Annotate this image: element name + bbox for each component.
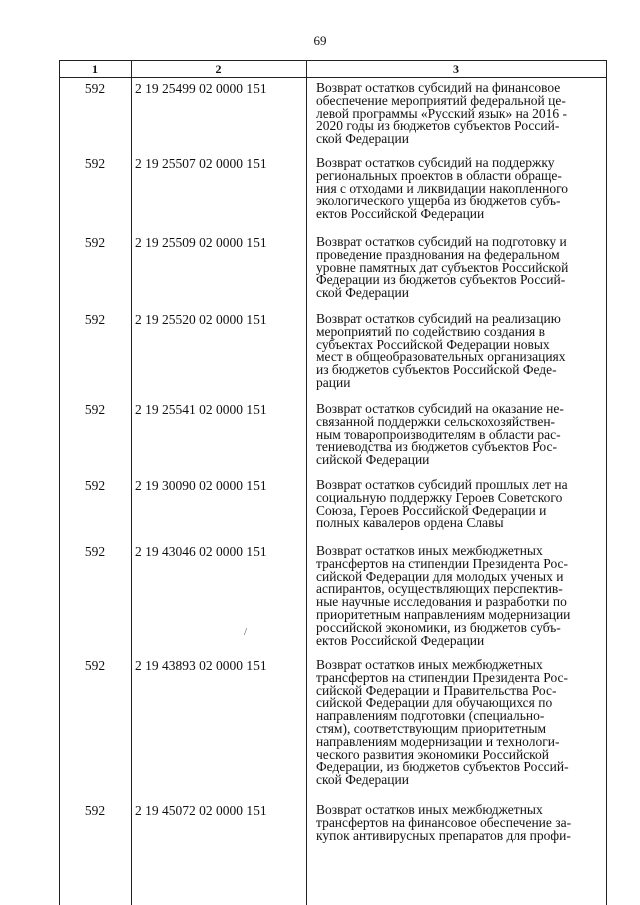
description-line: трансфертов на стипендии Президента Рос- bbox=[316, 669, 569, 685]
description-line: сийской Федерации bbox=[316, 452, 430, 468]
table-right-border bbox=[606, 60, 607, 905]
admin-code: 592 bbox=[84, 544, 106, 559]
document-table bbox=[59, 60, 607, 905]
description-line: трансфертов на финансовое обеспечение за- bbox=[316, 814, 572, 830]
description-line: Возврат остатков иных межбюджетных bbox=[316, 657, 543, 672]
description-line: обеспечение мероприятий федеральной це- bbox=[316, 92, 566, 108]
description-line: Федерации из бюджетов субъектов Россий- bbox=[316, 272, 566, 288]
description bbox=[316, 804, 606, 842]
description-line: аспирантов, осуществляющих перспектив- bbox=[316, 581, 563, 597]
description-line: из бюджетов субъектов Российской Феде- bbox=[316, 362, 557, 378]
description-line: мероприятий по содействию создания в bbox=[316, 323, 546, 339]
description bbox=[316, 545, 606, 647]
description-line: рации bbox=[316, 374, 351, 390]
budget-code: 2 19 25507 02 0000 151 bbox=[135, 156, 267, 171]
description bbox=[316, 157, 606, 221]
description-line: ской Федерации bbox=[316, 285, 409, 301]
description-line: направлениям подготовки (специально- bbox=[316, 708, 545, 724]
description-line: Возврат остатков иных межбюджетных bbox=[316, 802, 543, 817]
budget-code: 2 19 25541 02 0000 151 bbox=[135, 402, 267, 417]
description-line: связанной поддержки сельскохозяйствен- bbox=[316, 413, 556, 429]
description-line: субъектах Российской Федерации новых bbox=[316, 336, 550, 352]
budget-code: 2 19 30090 02 0000 151 bbox=[135, 478, 267, 493]
description bbox=[316, 659, 606, 787]
description-line: сийской Федерации для обучающихся по bbox=[316, 695, 553, 711]
description-line: стям), соответствующим приоритетным bbox=[316, 720, 547, 736]
description-line: сийской Федерации для молодых ученых и bbox=[316, 568, 564, 584]
description-line: Союза, Героев Российской Федерации и bbox=[316, 502, 547, 518]
column-header-1: 1 bbox=[92, 62, 98, 76]
admin-code: 592 bbox=[84, 658, 106, 673]
description-line: мест в общеобразовательных организациях bbox=[316, 349, 566, 365]
page-number: 69 bbox=[313, 33, 327, 48]
budget-code: 2 19 25520 02 0000 151 bbox=[135, 312, 267, 327]
description-line: направлениям модернизации и технологи- bbox=[316, 733, 560, 749]
admin-code: 592 bbox=[84, 81, 106, 96]
admin-code: 592 bbox=[84, 235, 106, 250]
admin-code: 592 bbox=[84, 156, 106, 171]
description bbox=[316, 82, 606, 146]
description-line: ческого развития экономики Российской bbox=[316, 746, 550, 762]
description-line: ные научные исследования и разработки по bbox=[316, 594, 567, 610]
description bbox=[316, 236, 606, 300]
description bbox=[316, 403, 606, 467]
description-line: социальную поддержку Героев Советского bbox=[316, 489, 563, 505]
description-line: Федерации, из бюджетов субъектов Россий- bbox=[316, 759, 569, 775]
table-top-border bbox=[59, 60, 607, 61]
description-line: приоритетным направлениям модернизации bbox=[316, 606, 571, 622]
admin-code: 592 bbox=[84, 402, 106, 417]
description-line: региональных проектов в области обраще- bbox=[316, 167, 562, 183]
description-line: ным товаропроизводителям в области рас- bbox=[316, 426, 561, 442]
description-line: ектов Российской Федерации bbox=[316, 632, 485, 648]
budget-code: 2 19 45072 02 0000 151 bbox=[135, 803, 267, 818]
budget-code: 2 19 43893 02 0000 151 bbox=[135, 658, 267, 673]
description-line: Возврат остатков субсидий на поддержку bbox=[316, 155, 555, 170]
admin-code: 592 bbox=[84, 312, 106, 327]
description bbox=[316, 313, 606, 390]
column-header-3: 3 bbox=[453, 62, 459, 76]
scan-artifact-mark: / bbox=[244, 626, 248, 638]
description-line: Возврат остатков субсидий прошлых лет на bbox=[316, 477, 568, 492]
budget-code: 2 19 43046 02 0000 151 bbox=[135, 544, 267, 559]
description-line: экологического ущерба из бюджетов субъ- bbox=[316, 193, 561, 209]
table-header-border bbox=[59, 77, 607, 78]
description-line: трансфертов на стипендии Президента Рос- bbox=[316, 555, 569, 571]
description-line: проведение празднования на федеральном bbox=[316, 246, 560, 262]
column-divider-1 bbox=[131, 60, 132, 905]
description-line: полных кавалеров ордена Славы bbox=[316, 515, 504, 531]
budget-code: 2 19 25499 02 0000 151 bbox=[135, 81, 267, 96]
admin-code: 592 bbox=[84, 803, 106, 818]
description-line: ской Федерации bbox=[316, 772, 409, 788]
description-line: Возврат остатков субсидий на подготовку и bbox=[316, 234, 567, 249]
description-line: ния с отходами и ликвидации накопленного bbox=[316, 180, 569, 196]
description-line: Возврат остатков иных межбюджетных bbox=[316, 543, 543, 558]
description-line: 2020 годы из бюджетов субъектов Россий- bbox=[316, 118, 560, 134]
description-line: ектов Российской Федерации bbox=[316, 206, 485, 222]
description-line: российской экономики, из бюджетов субъ- bbox=[316, 619, 561, 635]
description-line: Возврат остатков субсидий на реализацию bbox=[316, 311, 561, 326]
description-line: Возврат остатков субсидий на оказание не- bbox=[316, 401, 564, 416]
budget-code: 2 19 25509 02 0000 151 bbox=[135, 235, 267, 250]
description-line: купок антивирусных препаратов для профи- bbox=[316, 827, 571, 843]
description-line: ской Федерации bbox=[316, 131, 409, 147]
description bbox=[316, 479, 606, 530]
description-line: сийской Федерации и Правительства Рос- bbox=[316, 682, 557, 698]
description-line: тениеводства из бюджетов субъектов Рос- bbox=[316, 439, 557, 455]
description-line: Возврат остатков субсидий на финансовое bbox=[316, 80, 561, 95]
description-line: уровне памятных дат субъектов Российской bbox=[316, 259, 569, 275]
description-line: левой программы «Русский язык» на 2016 - bbox=[316, 105, 568, 121]
admin-code: 592 bbox=[84, 478, 106, 493]
column-divider-2 bbox=[306, 60, 307, 905]
column-header-2: 2 bbox=[215, 62, 222, 76]
